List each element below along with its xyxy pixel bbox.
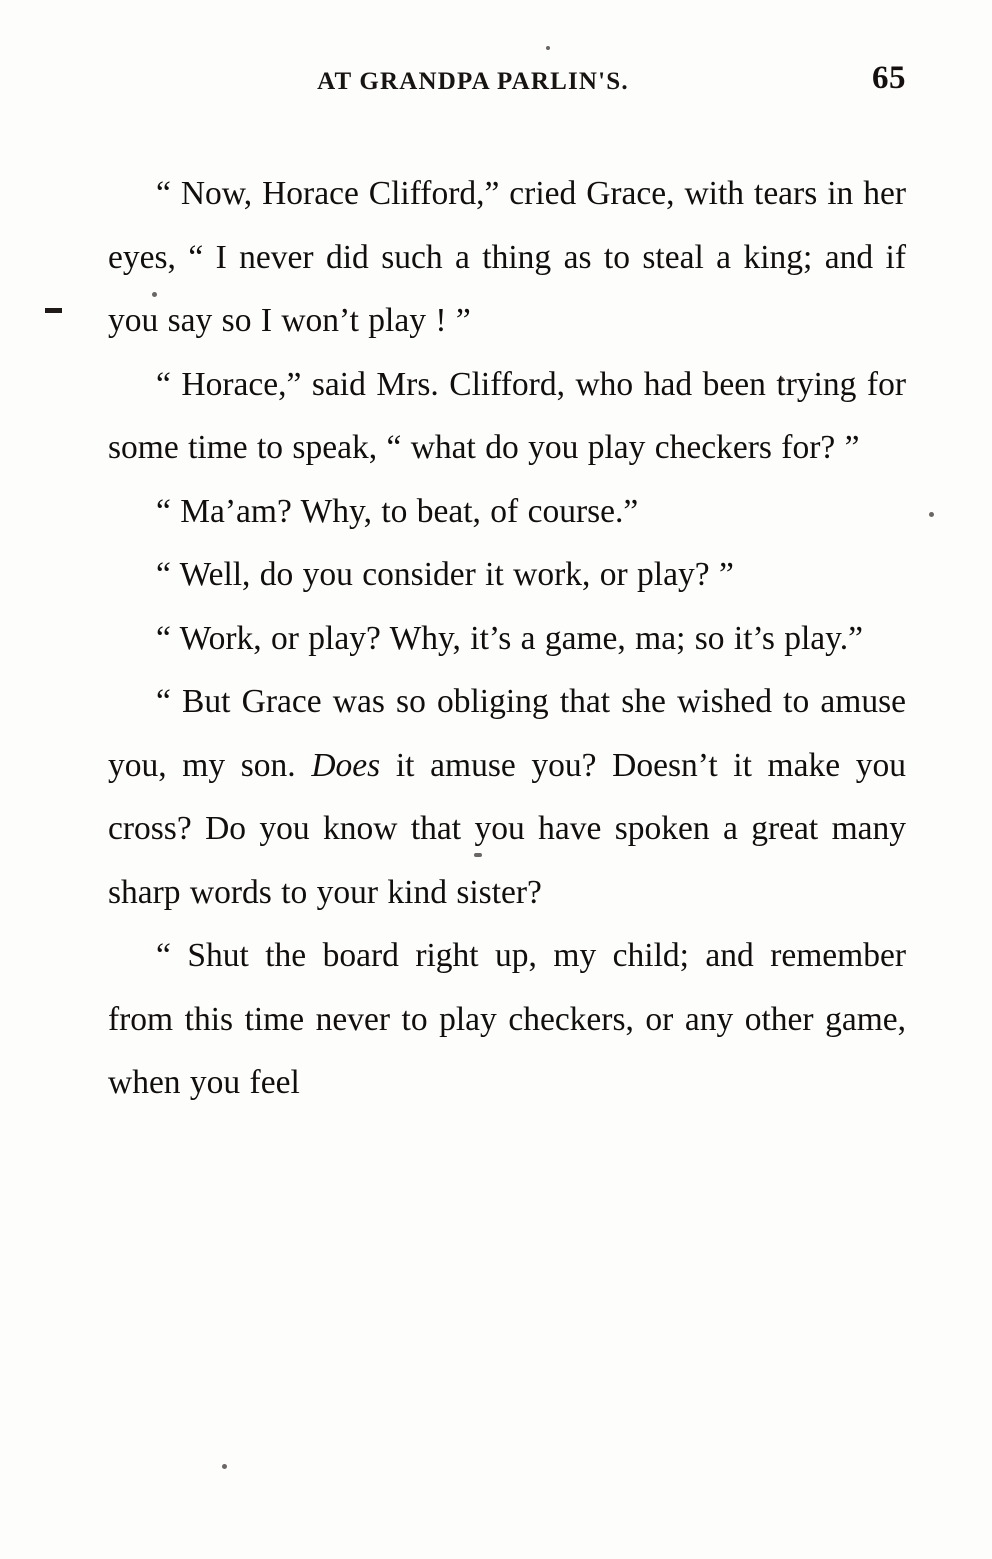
body-text	[108, 162, 906, 1115]
scan-artifact-speck	[929, 512, 934, 517]
paragraph-text-b: it amuse you? Doesn’t it make you cross? Do you know that you have spoken a great many sharp words to your kind sister?	[108, 746, 907, 911]
page-number: 65	[872, 60, 906, 96]
scan-artifact-speck	[222, 1464, 227, 1469]
paragraph	[108, 670, 906, 924]
paragraph: “ Well, do you consider it work, or play? ”	[156, 556, 734, 593]
paragraph: “ Ma’am? Why, to beat, of course.”	[156, 492, 639, 530]
emphasis-does: Does	[311, 746, 381, 784]
scan-artifact-speck	[546, 46, 550, 50]
paragraph: “ Work, or play? Why, it’s a game, ma; so it’s play.”	[156, 619, 863, 657]
running-head-title: AT GRANDPA PARLIN'S.	[317, 68, 629, 95]
scan-artifact-dash	[45, 308, 62, 313]
running-head	[0, 60, 992, 108]
paragraph: “ Horace,” said Mrs. Clifford, who had been trying for some time to speak, “ what do you play checkers for? ”	[108, 365, 906, 466]
paragraph: “ Shut the board right up, my child; and remember from this time never to play checkers, or any other game, when you feel	[108, 937, 906, 1101]
paragraph-text-a: “ But Grace was so obliging that she wished to amuse you, my son.	[108, 683, 906, 784]
paragraph: “ Now, Horace Clifford,” cried Grace, with tears in her eyes, “ I never did such a thing as to steal a king; and if you say so I won’t play ! ”	[108, 175, 906, 339]
